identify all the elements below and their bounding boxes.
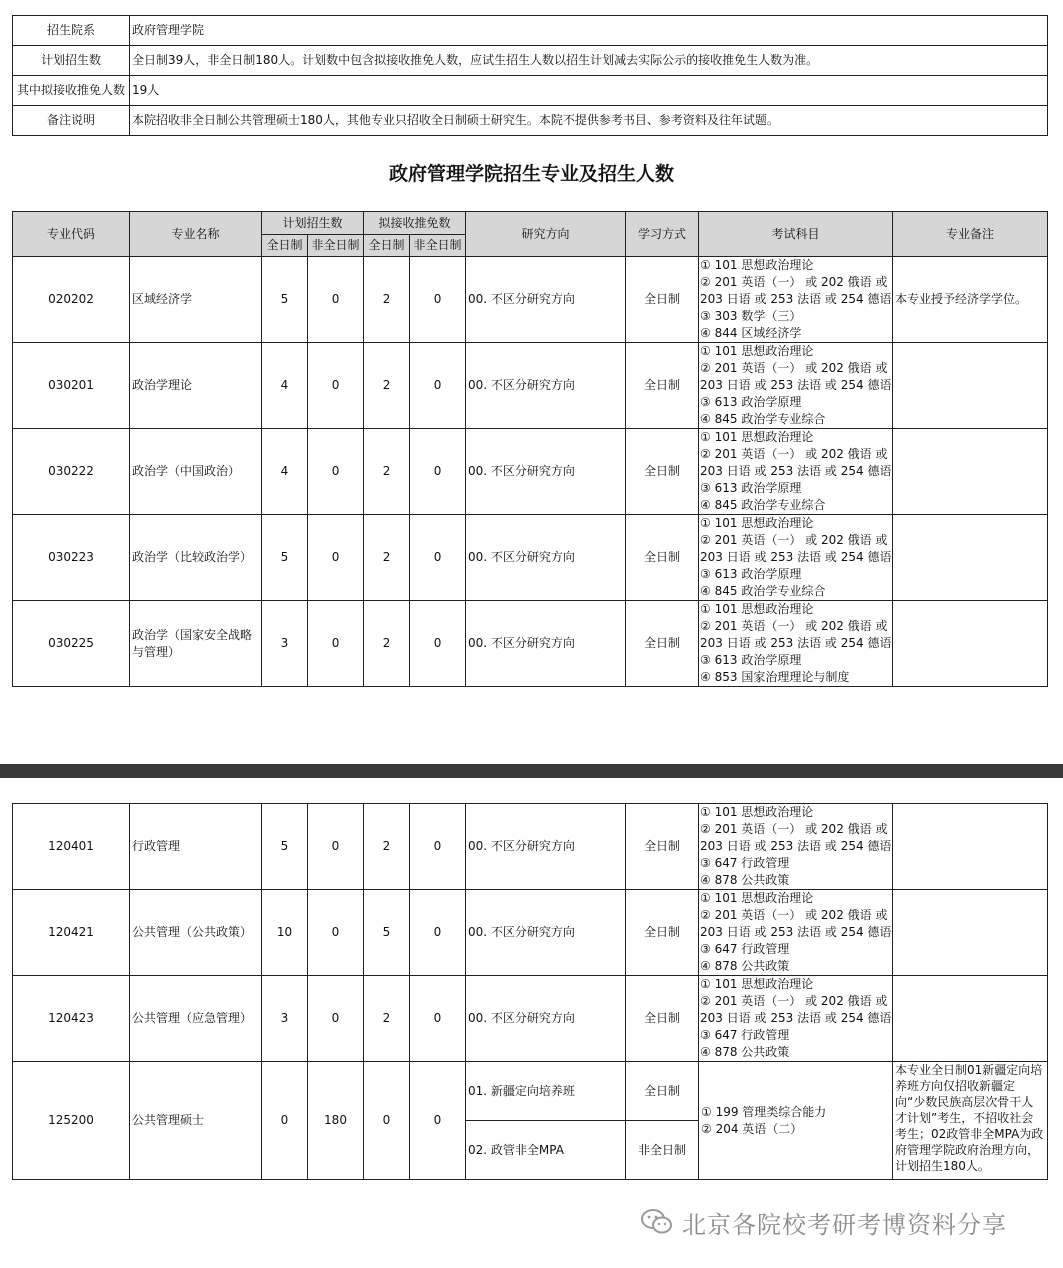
rec-part: 0 <box>410 804 466 890</box>
header-name: 专业名称 <box>130 212 262 257</box>
info-label: 备注说明 <box>13 106 130 136</box>
major-code: 030223 <box>13 515 130 601</box>
exam-line: 203 日语 或 253 法语 或 254 德语 <box>700 464 892 478</box>
mpa-mode-1: 全日制 <box>626 1062 699 1121</box>
exam-line: ① 101 思想政治理论 <box>700 344 814 358</box>
wechat-icon <box>640 1207 674 1237</box>
exam-line: ② 201 英语（一） 或 202 俄语 或 <box>700 994 888 1008</box>
study-mode: 全日制 <box>626 429 699 515</box>
table-row <box>13 601 1048 687</box>
mpa-mode-2: 非全日制 <box>626 1121 699 1180</box>
exam-line: ④ 845 政治学专业综合 <box>700 584 826 598</box>
plan-part: 0 <box>308 515 364 601</box>
rec-full: 2 <box>364 429 410 515</box>
major-note: 本专业授予经济学学位。 <box>893 257 1048 343</box>
plan-part: 0 <box>308 429 364 515</box>
direction: 00. 不区分研究方向 <box>466 515 626 601</box>
direction: 00. 不区分研究方向 <box>466 601 626 687</box>
exam-subjects <box>699 976 893 1062</box>
exam-line: 203 日语 或 253 法语 或 254 德语 <box>700 839 891 853</box>
exam-line: 203 日语 或 253 法语 或 254 德语 <box>700 378 892 392</box>
exam-subjects <box>699 890 893 976</box>
major-name: 政治学（中国政治） <box>130 429 262 515</box>
mpa-code: 125200 <box>13 1062 130 1180</box>
exam-line: 203 日语 或 253 法语 或 254 德语 <box>700 1011 891 1025</box>
rec-full: 2 <box>364 976 410 1062</box>
plan-part: 0 <box>308 804 364 890</box>
direction: 00. 不区分研究方向 <box>466 976 626 1062</box>
mpa-name: 公共管理硕士 <box>130 1062 262 1180</box>
table-row <box>13 343 1048 429</box>
exam-line: ③ 647 行政管理 <box>700 942 790 956</box>
major-name: 行政管理 <box>130 804 262 890</box>
plan-part: 0 <box>308 976 364 1062</box>
direction: 00. 不区分研究方向 <box>466 804 626 890</box>
header-plan: 计划招生数 <box>262 212 364 235</box>
direction: 00. 不区分研究方向 <box>466 343 626 429</box>
study-mode: 全日制 <box>626 890 699 976</box>
direction: 00. 不区分研究方向 <box>466 257 626 343</box>
exam-line: ④ 878 公共政策 <box>700 959 790 973</box>
plan-full: 3 <box>262 601 308 687</box>
info-row <box>13 46 1048 76</box>
rec-part: 0 <box>410 343 466 429</box>
major-code: 030222 <box>13 429 130 515</box>
major-name: 区域经济学 <box>130 257 262 343</box>
exam-line: ① 101 思想政治理论 <box>700 258 814 272</box>
exam-line: ① 101 思想政治理论 <box>700 977 814 991</box>
plan-full: 4 <box>262 429 308 515</box>
info-value: 19人 <box>130 76 1048 106</box>
study-mode: 全日制 <box>626 515 699 601</box>
mpa-note: 本专业全日制01新疆定向培养班方向仅招收新疆定向“少数民族高层次骨干人才计划”考生，不招收社会考生；02政管非全MPA为政府管理学院政府治理方向，计划招生180人。 <box>893 1062 1048 1180</box>
info-value: 全日制39人，非全日制180人。计划数中包含拟接收推免人数，应试生招生人数以招生计划减去实际公示的接收推免生人数为准。 <box>130 46 1048 76</box>
major-name: 政治学（国家安全战略与管理） <box>130 601 262 687</box>
rec-full: 2 <box>364 257 410 343</box>
mpa-plan-part: 180 <box>308 1062 364 1180</box>
major-note <box>893 343 1048 429</box>
exam-line: ③ 613 政治学原理 <box>700 653 802 667</box>
header-rec-part: 非全日制 <box>410 235 466 257</box>
major-name: 公共管理（公共政策） <box>130 890 262 976</box>
info-row <box>13 76 1048 106</box>
page-divider <box>0 764 1063 778</box>
plan-full: 10 <box>262 890 308 976</box>
info-row <box>13 106 1048 136</box>
header-plan-full: 全日制 <box>262 235 308 257</box>
watermark-text: 北京各院校考研考博资料分享 <box>682 1210 1007 1239</box>
exam-line: ④ 845 政治学专业综合 <box>700 498 826 512</box>
plan-part: 0 <box>308 601 364 687</box>
header-mode: 学习方式 <box>626 212 699 257</box>
exam-line: ② 201 英语（一） 或 202 俄语 或 <box>700 619 888 633</box>
exam-line: 203 日语 或 253 法语 或 254 德语 <box>700 292 892 306</box>
rec-part: 0 <box>410 976 466 1062</box>
exam-line: ① 101 思想政治理论 <box>700 891 814 905</box>
plan-full: 3 <box>262 976 308 1062</box>
watermark <box>640 1204 1007 1240</box>
info-label: 其中拟接收推免人数 <box>13 76 130 106</box>
exam-subjects <box>699 429 893 515</box>
study-mode: 全日制 <box>626 343 699 429</box>
mpa-rec-full: 0 <box>364 1062 410 1180</box>
majors-table-continued <box>12 803 1048 1180</box>
plan-full: 5 <box>262 257 308 343</box>
rec-full: 5 <box>364 890 410 976</box>
major-note <box>893 976 1048 1062</box>
major-note <box>893 429 1048 515</box>
mpa-exam <box>699 1062 893 1180</box>
major-name: 公共管理（应急管理） <box>130 976 262 1062</box>
exam-line: 203 日语 或 253 法语 或 254 德语 <box>700 636 892 650</box>
mpa-exam-line: ① 199 管理类综合能力 <box>701 1104 827 1119</box>
section-title: 政府管理学院招生专业及招生人数 <box>388 163 674 185</box>
plan-part: 0 <box>308 257 364 343</box>
major-name: 政治学理论 <box>130 343 262 429</box>
plan-part: 0 <box>308 890 364 976</box>
major-code: 120421 <box>13 890 130 976</box>
majors-table <box>12 211 1048 687</box>
major-note <box>893 515 1048 601</box>
mpa-exam-line: ② 204 英语（二） <box>701 1121 803 1136</box>
exam-subjects <box>699 257 893 343</box>
exam-subjects <box>699 601 893 687</box>
plan-full: 5 <box>262 515 308 601</box>
table-row <box>13 976 1048 1062</box>
major-name: 政治学（比较政治学） <box>130 515 262 601</box>
study-mode: 全日制 <box>626 601 699 687</box>
table-row <box>13 890 1048 976</box>
mpa-direction-1: 01. 新疆定向培养班 <box>466 1062 626 1121</box>
table-row <box>13 257 1048 343</box>
exam-line: ② 201 英语（一） 或 202 俄语 或 <box>700 275 888 289</box>
major-code: 020202 <box>13 257 130 343</box>
major-code: 120423 <box>13 976 130 1062</box>
exam-line: ③ 647 行政管理 <box>700 856 790 870</box>
major-code: 030201 <box>13 343 130 429</box>
exam-line: ① 101 思想政治理论 <box>700 805 814 819</box>
exam-line: ③ 613 政治学原理 <box>700 481 802 495</box>
info-row <box>13 16 1048 46</box>
info-value: 本院招收非全日制公共管理硕士180人，其他专业只招收全日制硕士研究生。本院不提供参考书目、参考资料及往年试题。 <box>130 106 1048 136</box>
header-note: 专业备注 <box>893 212 1048 257</box>
info-table <box>12 15 1048 136</box>
header-recommend: 拟接收推免数 <box>364 212 466 235</box>
rec-part: 0 <box>410 890 466 976</box>
exam-line: ③ 303 数学（三） <box>700 309 802 323</box>
header-code: 专业代码 <box>13 212 130 257</box>
exam-subjects <box>699 515 893 601</box>
rec-part: 0 <box>410 515 466 601</box>
header-plan-part: 非全日制 <box>308 235 364 257</box>
table-row <box>13 429 1048 515</box>
table-row <box>13 804 1048 890</box>
major-code: 120401 <box>13 804 130 890</box>
direction: 00. 不区分研究方向 <box>466 429 626 515</box>
exam-line: ④ 844 区域经济学 <box>700 326 802 340</box>
major-note <box>893 804 1048 890</box>
rec-part: 0 <box>410 601 466 687</box>
exam-line: ② 201 英语（一） 或 202 俄语 或 <box>700 533 888 547</box>
table-row <box>13 515 1048 601</box>
exam-line: ① 101 思想政治理论 <box>700 430 814 444</box>
rec-full: 2 <box>364 515 410 601</box>
exam-line: 203 日语 或 253 法语 或 254 德语 <box>700 925 891 939</box>
exam-line: ② 201 英语（一） 或 202 俄语 或 <box>700 447 888 461</box>
exam-subjects <box>699 804 893 890</box>
study-mode: 全日制 <box>626 257 699 343</box>
plan-part: 0 <box>308 343 364 429</box>
major-code: 030225 <box>13 601 130 687</box>
major-note <box>893 890 1048 976</box>
info-label: 招生院系 <box>13 16 130 46</box>
rec-part: 0 <box>410 429 466 515</box>
study-mode: 全日制 <box>626 804 699 890</box>
exam-line: ② 201 英语（一） 或 202 俄语 或 <box>700 361 888 375</box>
mpa-direction-2: 02. 政管非全MPA <box>466 1121 626 1180</box>
mpa-plan-full: 0 <box>262 1062 308 1180</box>
rec-full: 2 <box>364 343 410 429</box>
plan-full: 4 <box>262 343 308 429</box>
exam-line: ④ 878 公共政策 <box>700 873 790 887</box>
info-value: 政府管理学院 <box>130 16 1048 46</box>
exam-line: ③ 613 政治学原理 <box>700 395 802 409</box>
plan-full: 5 <box>262 804 308 890</box>
major-note <box>893 601 1048 687</box>
exam-line: ④ 878 公共政策 <box>700 1045 790 1059</box>
exam-line: ③ 647 行政管理 <box>700 1028 790 1042</box>
rec-full: 2 <box>364 601 410 687</box>
direction: 00. 不区分研究方向 <box>466 890 626 976</box>
exam-line: 203 日语 或 253 法语 或 254 德语 <box>700 550 892 564</box>
study-mode: 全日制 <box>626 976 699 1062</box>
info-label: 计划招生数 <box>13 46 130 76</box>
exam-line: ① 101 思想政治理论 <box>700 516 814 530</box>
exam-line: ④ 853 国家治理理论与制度 <box>700 670 850 684</box>
header-exam: 考试科目 <box>699 212 893 257</box>
rec-part: 0 <box>410 257 466 343</box>
header-direction: 研究方向 <box>466 212 626 257</box>
exam-line: ② 201 英语（一） 或 202 俄语 或 <box>700 908 888 922</box>
exam-line: ④ 845 政治学专业综合 <box>700 412 826 426</box>
header-rec-full: 全日制 <box>364 235 410 257</box>
exam-line: ① 101 思想政治理论 <box>700 602 814 616</box>
exam-line: ③ 613 政治学原理 <box>700 567 802 581</box>
exam-line: ② 201 英语（一） 或 202 俄语 或 <box>700 822 888 836</box>
rec-full: 2 <box>364 804 410 890</box>
exam-subjects <box>699 343 893 429</box>
mpa-rec-part: 0 <box>410 1062 466 1180</box>
